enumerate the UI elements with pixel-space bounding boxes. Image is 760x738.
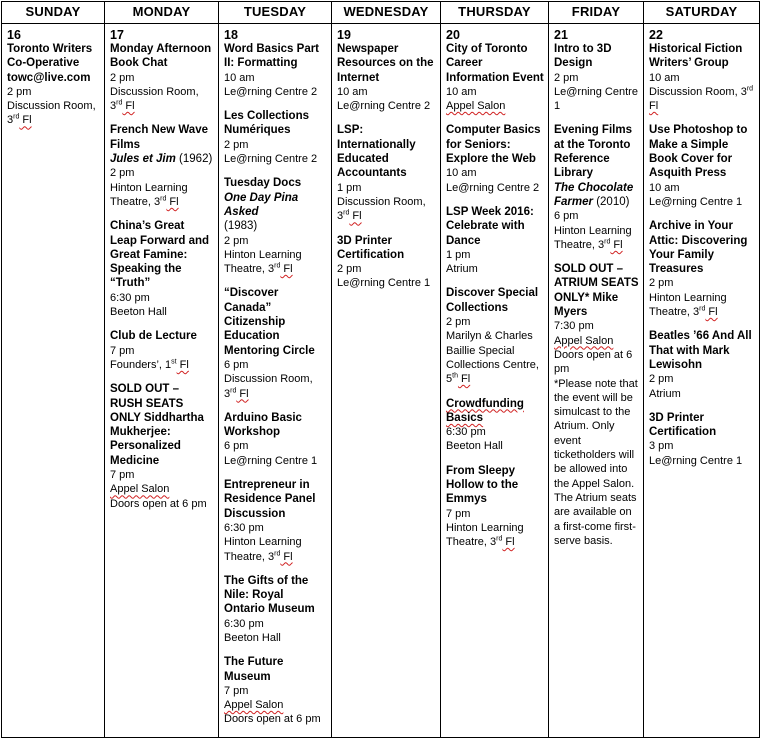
day-number: 18	[224, 28, 238, 42]
event	[224, 109, 327, 166]
event-time: 2 pm	[649, 277, 674, 290]
weekday-header-row	[2, 2, 760, 24]
day-cell-tuesday	[219, 24, 332, 738]
event-location: Discussion Room, 3rd Fl	[649, 85, 754, 113]
event-time: 2 pm	[110, 167, 135, 180]
event-location: Discussion Room, 3rd Fl	[337, 195, 426, 223]
event	[224, 574, 327, 645]
event-extra: Doors open at 6 pm	[224, 713, 321, 726]
event-location: Le@rning Centre 2	[224, 85, 318, 98]
event-title[interactable]: Discover Special Collections	[446, 287, 539, 314]
event-time: 3 pm	[649, 440, 674, 453]
event	[554, 123, 639, 252]
event-title[interactable]: LSP: Internationally Educated Accountants	[337, 124, 416, 180]
event	[224, 176, 327, 276]
day-cell-monday	[105, 24, 219, 738]
event-title[interactable]: Evening Films at the Toronto Reference Library	[554, 124, 632, 180]
calendar-table	[1, 1, 760, 738]
event-title[interactable]: The Future Museum	[224, 656, 284, 683]
event	[649, 123, 755, 209]
event-location: Atrium	[649, 387, 681, 400]
event-title[interactable]: Club de Lecture	[110, 330, 197, 343]
event-time: 6 pm	[224, 440, 249, 453]
day-cell-wednesday	[332, 24, 441, 738]
event	[446, 123, 544, 194]
event	[110, 123, 214, 209]
event-title[interactable]: Word Basics Part II: Formatting	[224, 43, 320, 70]
event-location: Discussion Room, 3rd Fl	[224, 373, 313, 400]
day-cell-sunday	[2, 24, 105, 738]
event-location: Discussion Room, 3rd Fl	[110, 85, 199, 113]
event-time: 7 pm	[110, 469, 135, 482]
header-wednesday: WEDNESDAY	[332, 2, 441, 24]
event-title[interactable]: Crowdfunding Basics	[446, 397, 524, 424]
header-saturday: SATURDAY	[644, 2, 760, 24]
event-time: 2 pm	[649, 373, 674, 386]
day-cell-saturday	[644, 24, 760, 738]
event-location: Le@rning Centre 2	[337, 100, 431, 113]
event-title[interactable]: City of Toronto Career Information Event	[446, 43, 544, 84]
day-number: 22	[649, 28, 663, 42]
event-title[interactable]: Archive in Your Attic: Discovering Your Family Treasures	[649, 220, 748, 276]
event-location: Le@rning Centre 1	[649, 454, 743, 467]
event-location: Hinton Learning Theatre, 3rd Fl	[649, 291, 727, 319]
event-title[interactable]: LSP Week 2016: Celebrate with Dance	[446, 205, 534, 247]
day-number: 20	[446, 28, 460, 42]
event	[337, 42, 436, 113]
event-time: 10 am	[446, 167, 477, 180]
event	[446, 464, 544, 550]
event-time: 7 pm	[110, 344, 135, 357]
event-title[interactable]: Use Photoshop to Make a Simple Book Cover for Asquith Press	[649, 124, 748, 180]
event	[110, 219, 214, 319]
event-time: 6:30 pm	[224, 617, 264, 630]
event-location: Le@rning Centre 1	[224, 454, 318, 467]
week-row	[2, 24, 760, 738]
event-location: Atrium	[446, 263, 478, 276]
event-location: Hinton Learning Theatre, 3rd Fl	[446, 521, 524, 549]
day-number: 21	[554, 28, 568, 42]
event	[649, 329, 755, 400]
event	[337, 234, 436, 291]
event	[337, 123, 436, 223]
event	[110, 42, 214, 113]
event-film: The Chocolate Farmer (2010)	[554, 181, 634, 208]
event	[649, 219, 755, 319]
event-time: 2 pm	[224, 234, 249, 247]
event-location: Beeton Hall	[224, 631, 281, 644]
event-extra: Doors open at 6 pm	[110, 497, 207, 510]
event	[224, 411, 327, 468]
event-location: Le@rning Centre 1	[554, 85, 638, 113]
event-title[interactable]: Les Collections Numériques	[224, 110, 309, 137]
event-location: Appel Salon	[446, 100, 506, 113]
event-title[interactable]: China’s Great Leap Forward and Great Famine: Speaking the “Truth”	[110, 220, 210, 290]
event	[554, 262, 639, 548]
event-time: 2 pm	[337, 263, 362, 276]
event-title[interactable]: From Sleepy Hollow to the Emmys	[446, 464, 519, 506]
event-time: 6 pm	[224, 358, 249, 371]
event	[446, 286, 544, 386]
day-cell-friday	[549, 24, 644, 738]
event-time: 2 pm	[224, 138, 249, 151]
event-location: Appel Salon	[110, 483, 170, 496]
event-time: 6 pm	[554, 210, 579, 223]
event-location: Hinton Learning Theatre, 3rd Fl	[110, 181, 188, 208]
header-tuesday: TUESDAY	[219, 2, 332, 24]
event-time: 6:30 pm	[224, 521, 264, 534]
event-time: 10 am	[337, 85, 368, 98]
event	[224, 655, 327, 726]
header-monday: MONDAY	[105, 2, 219, 24]
event-location: Le@rning Centre 1	[337, 277, 431, 290]
event-title[interactable]: SOLD OUT – RUSH SEATS ONLY Siddhartha Mukherjee: Personalized Medicine	[110, 383, 204, 467]
event-title[interactable]: 3D Printer Certification	[337, 234, 405, 261]
event-time: 7 pm	[224, 684, 249, 697]
event-time: 10 am	[446, 85, 477, 98]
event	[110, 329, 214, 372]
event	[224, 286, 327, 400]
event-time: 10 am	[649, 71, 680, 84]
day-cell-thursday	[441, 24, 549, 738]
day-number: 17	[110, 28, 124, 42]
event-title[interactable]: 3D Printer Certification	[649, 411, 717, 439]
event-time: 2 pm	[554, 71, 579, 84]
event-time: 6:30 pm	[446, 426, 486, 439]
event-location: Hinton Learning Theatre, 3rd Fl	[554, 224, 632, 251]
event-time: 7 pm	[446, 507, 471, 520]
event-location: Beeton Hall	[110, 306, 167, 319]
event	[446, 205, 544, 276]
event-time: 2 pm	[7, 85, 32, 98]
day-number: 19	[337, 28, 351, 42]
event	[649, 411, 755, 468]
event-film: One Day Pina Asked (1983)	[224, 191, 299, 233]
event-title[interactable]: Toronto Writers Co-Operative towc@live.com	[7, 43, 93, 84]
event-title[interactable]: Beatles ’66 And All That with Mark Lewisohn	[649, 330, 752, 371]
event-time: 2 pm	[110, 71, 135, 84]
event-time: 1 pm	[337, 181, 362, 194]
event-extra: Doors open at 6 pm	[554, 348, 633, 376]
event	[224, 478, 327, 564]
event-title[interactable]: French New Wave Films	[110, 124, 208, 151]
event-time: 6:30 pm	[110, 291, 150, 304]
event-location: Marilyn & Charles Baillie Special Collections Centre, 5th Fl	[446, 330, 539, 386]
event	[649, 42, 755, 113]
event-time: 1 pm	[446, 248, 471, 261]
event-location: Appel Salon	[554, 334, 614, 347]
event-title[interactable]: The Gifts of the Nile: Royal Ontario Museum	[224, 574, 315, 616]
event-title[interactable]: Arduino Basic Workshop	[224, 411, 302, 439]
event-title[interactable]: “Discover Canada” Citizenship Education Mentoring Circle	[224, 287, 315, 357]
header-thursday: THURSDAY	[441, 2, 549, 24]
event-title[interactable]: Historical Fiction Writers’ Group	[649, 43, 743, 70]
event-title[interactable]: Entrepreneur in Residence Panel Discussion	[224, 479, 316, 520]
event-location: Hinton Learning Theatre, 3rd Fl	[224, 248, 302, 276]
event-location: Le@rning Centre 2	[446, 181, 540, 194]
event-film: Jules et Jim (1962)	[110, 153, 213, 166]
event-time: 10 am	[224, 71, 255, 84]
event-title[interactable]: Monday Afternoon Book Chat	[110, 43, 212, 70]
event-location: Le@rning Centre 2	[224, 153, 318, 166]
event-title[interactable]: SOLD OUT – ATRIUM SEATS ONLY* Mike Myers	[554, 263, 639, 319]
event-location-floor: 3rd Fl	[7, 113, 32, 127]
day-number: 16	[7, 28, 21, 42]
event	[110, 382, 214, 511]
event-location: Beeton Hall	[446, 440, 503, 453]
event-location: Founders’, 1st Fl	[110, 358, 189, 371]
event-time: 10 am	[649, 181, 680, 194]
event-title[interactable]: Tuesday Docs	[224, 177, 302, 190]
event	[224, 42, 327, 99]
event-time: 7:30 pm	[554, 320, 594, 333]
event-location: Appel Salon	[224, 699, 284, 712]
header-friday: FRIDAY	[549, 2, 644, 24]
event-time: 2 pm	[446, 316, 471, 329]
event-title[interactable]: Newspaper Resources on the Internet	[337, 43, 434, 84]
event-title[interactable]: Computer Basics for Seniors: Explore the Web	[446, 124, 541, 166]
event	[554, 42, 639, 113]
event-location: Le@rning Centre 1	[649, 195, 743, 208]
event-note: *Please note that the event will be simulcast to the Atrium. Only event ticketholders will be allowed into the Appel Salon. The Atrium seats are available on a first-come first-serve basis.	[554, 377, 638, 547]
event	[446, 397, 544, 454]
event	[7, 42, 100, 128]
event	[446, 42, 544, 113]
event-location: Discussion Room,	[7, 100, 96, 113]
event-location: Hinton Learning Theatre, 3rd Fl	[224, 536, 302, 563]
header-sunday: SUNDAY	[2, 2, 105, 24]
event-title[interactable]: Intro to 3D Design	[554, 43, 612, 70]
